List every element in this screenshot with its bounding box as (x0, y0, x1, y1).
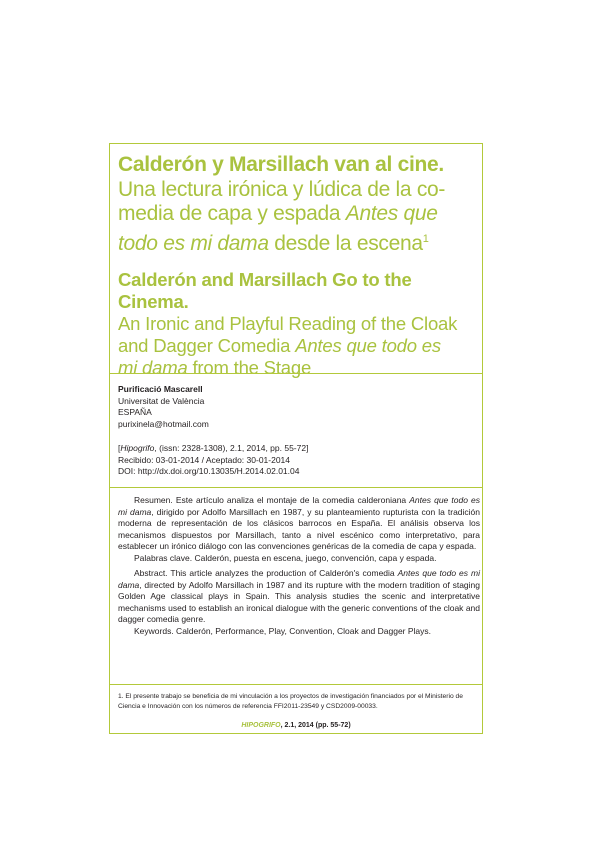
abstract-english-text-b: , directed by Adolfo Marsillach in 1987 and its rupture with the modern tradition of staging Golden Age classical plays in Spain. This analysis studies the scenic and interpretative mechanisms used to establish an ironical dialogue with the generic conventions of the cloak and dagger comedia genre. (118, 579, 480, 624)
divider-bottom (109, 684, 483, 685)
spanish-title-line3: media de capa y espada (118, 202, 346, 225)
author-block (118, 384, 478, 430)
citation-block (118, 443, 478, 478)
english-title-line1: Calderón and Marsillach Go to the Cinema. (118, 269, 412, 312)
keywords-spanish-label: Palabras clave. (134, 552, 193, 563)
english-title-line4-italic: mi dama (118, 357, 188, 378)
spanish-title-line4-italic: todo es mi dama (118, 231, 269, 255)
doi-link[interactable]: DOI: http://dx.doi.org/10.13035/H.2014.02.01.04 (118, 466, 300, 476)
citation (118, 443, 478, 455)
divider-top (109, 373, 483, 374)
english-title-line4: from the Stage (187, 357, 312, 378)
journal-name: Hipogrifo (120, 443, 155, 453)
english-title-line2: An Ironic and Playful Reading of the Cloak (118, 313, 458, 334)
spanish-title-line2: Una lectura irónica y lúdica de la co- (118, 177, 446, 201)
abstract-spanish-text-b: , dirigido por Adolfo Marsillach en 1987, y su planteamiento rupturista con la tradición moderna de representación de los clásicos barrocos en España. El análisis observa los mecanismos dispuestos por Marsillach, tanto a nivel escénico como interpretativo, para establecer un irónico diálogo con las convenciones genéricas de la comedia de capa y espada. (118, 506, 481, 551)
keywords-spanish (118, 553, 480, 565)
abstract-english (118, 568, 480, 626)
abstract-spanish-play-title: Antes que todo es mi dama (118, 495, 480, 517)
english-title (118, 269, 480, 379)
keywords-spanish-text: Calderón, puesta en escena, juego, convención, capa y espada. (192, 552, 437, 563)
abstract-english-label: Abstract. (134, 568, 168, 578)
author-name: Purificació Mascarell (118, 384, 203, 394)
abstract-spanish-label: Resumen. (134, 495, 173, 505)
citation-rest: , (issn: 2328-1308), 2.1, 2014, pp. 55-72] (154, 443, 309, 453)
spanish-title (118, 153, 480, 256)
footer-journal: HIPOGRIFO (241, 722, 281, 729)
footnote: 1. El presente trabajo se beneficia de mi vinculación a los proyectos de investigación financiados por el Ministerio de Ciencia e Innovación con los números de referencia FFI2011-23549 y CSD2009-00033. (118, 693, 463, 710)
abstract-english-text-a: This article analyzes the production of Calderón's comedia (167, 568, 398, 578)
spanish-title-line1: Calderón y Marsillach van al cine. (118, 153, 444, 176)
abstract-spanish-text-a: Este artículo analiza el montaje de la comedia calderoniana (172, 495, 410, 505)
received-accepted-dates: Recibido: 03-01-2014 / Aceptado: 30-01-2014 (118, 454, 291, 465)
page-footer (109, 722, 483, 729)
english-title-line3: and Dagger Comedia (118, 335, 296, 356)
keywords-english-label: Keywords. (134, 625, 174, 636)
abstract-spanish (118, 495, 480, 553)
footnote-mark[interactable]: 1 (422, 232, 429, 245)
divider-middle (109, 487, 483, 488)
author-affiliation: Universitat de València (118, 395, 205, 406)
abstracts (118, 495, 480, 637)
keywords-english-text: Calderón, Performance, Play, Convention, Cloak and Dagger Plays. (173, 625, 432, 636)
footer-volume: , 2.1, 2014 (pp. 55-72) (280, 722, 351, 729)
abstract-english-play-title: Antes que todo es mi dama (118, 568, 480, 590)
title-block (118, 153, 480, 379)
keywords-english (118, 626, 480, 638)
spanish-title-line3-italic: Antes que (345, 202, 438, 225)
spanish-title-line4: desde la escena (268, 231, 423, 255)
citation-open: [ (118, 443, 121, 453)
english-title-line3-italic: Antes que todo es (295, 335, 441, 356)
author-country: ESPAÑA (118, 407, 152, 417)
author-email[interactable]: purixinela@hotmail.com (118, 418, 209, 429)
